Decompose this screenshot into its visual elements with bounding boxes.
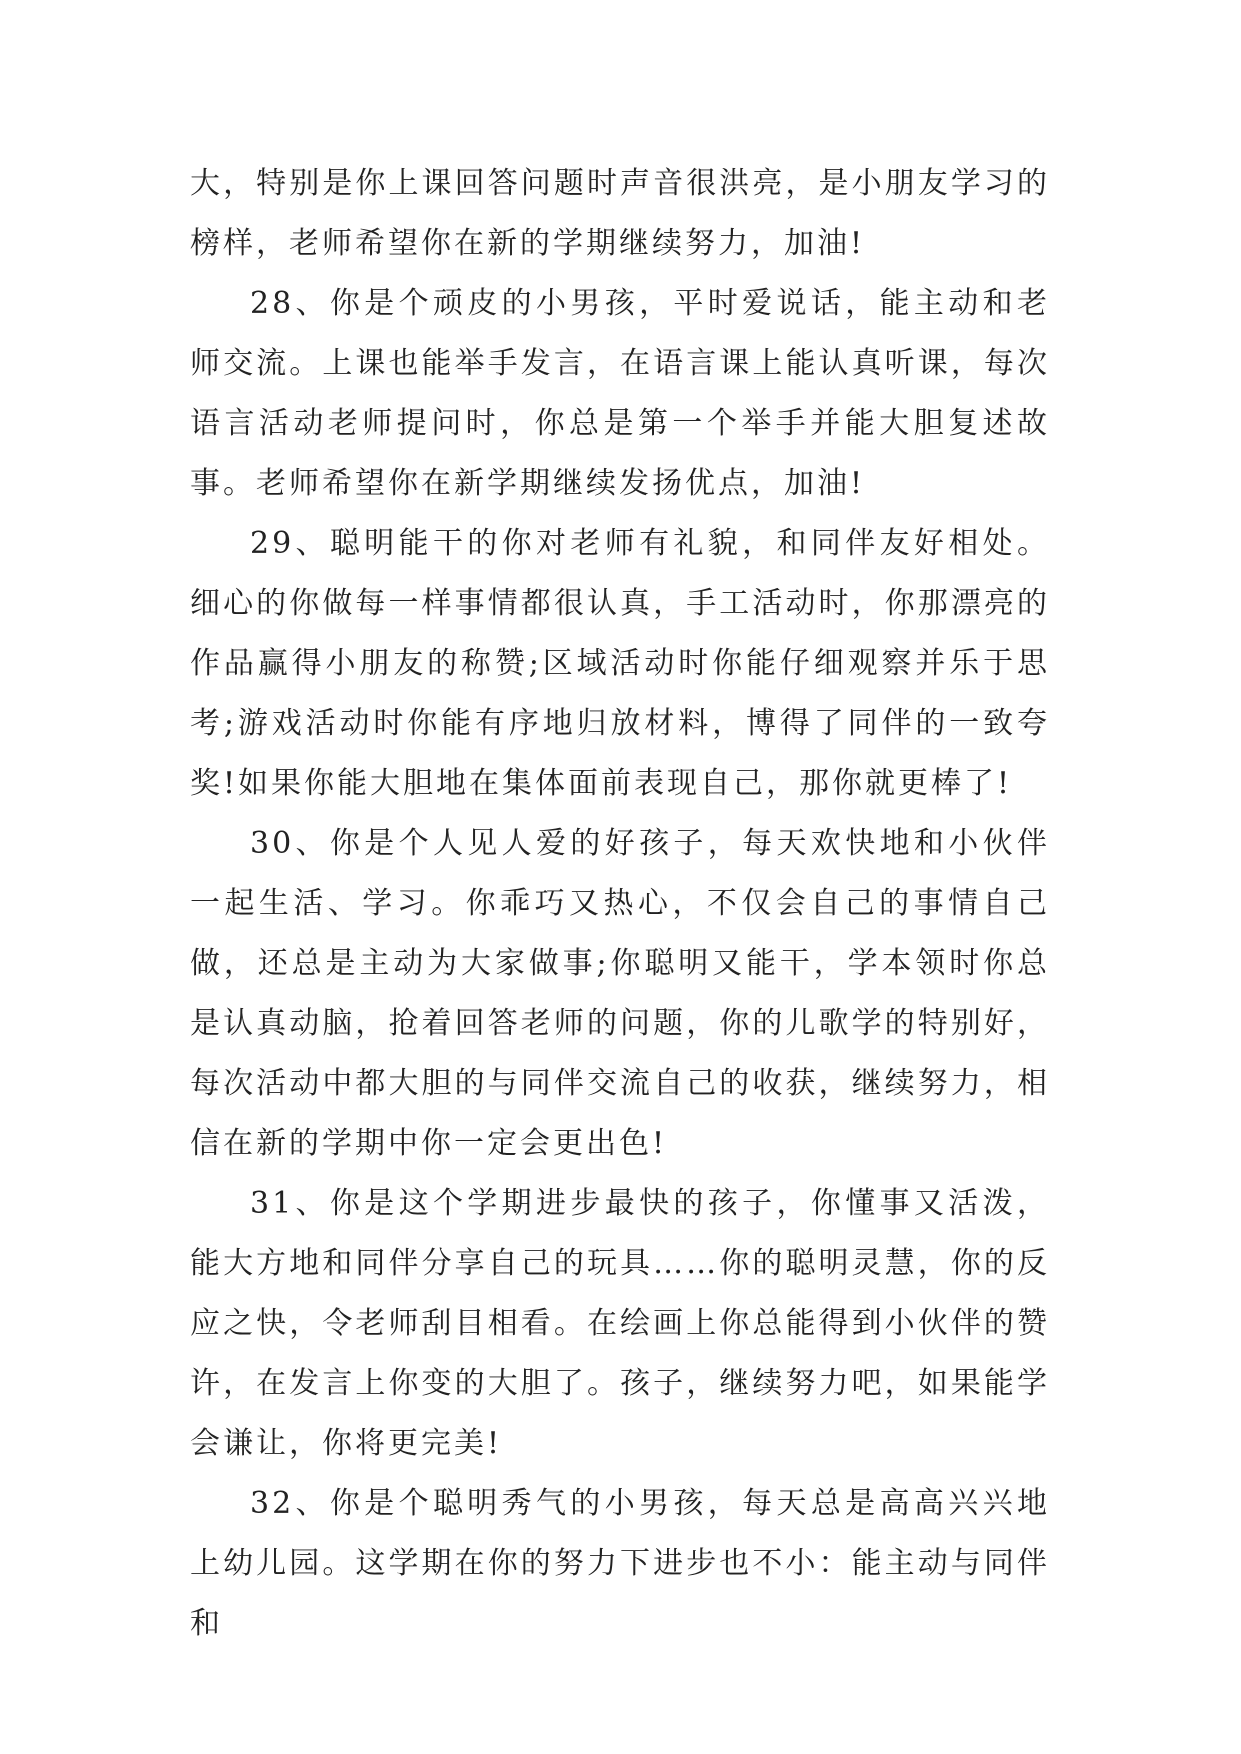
document-body: [190, 154, 1050, 1654]
paragraph-comment-30: 30、你是个人见人爱的好孩子，每天欢快地和小伙伴一起生活、学习。你乖巧又热心，不仅会自己的事情自己做，还总是主动为大家做事;你聪明又能干，学本领时你总是认真动脑，抢着回答老师的问题，你的儿歌学的特别好，每次活动中都大胆的与同伴交流自己的收获，继续努力，相信在新的学期中你一定会更出色!: [190, 826, 1050, 1161]
paragraph-comment-28: 28、你是个顽皮的小男孩，平时爱说话，能主动和老师交流。上课也能举手发言，在语言课上能认真听课，每次语言活动老师提问时，你总是第一个举手并能大胆复述故事。老师希望你在新学期继续发扬优点，加油!: [190, 286, 1050, 501]
paragraph-comment-29: 29、聪明能干的你对老师有礼貌，和同伴友好相处。细心的你做每一样事情都很认真，手工活动时，你那漂亮的作品赢得小朋友的称赞;区域活动时你能仔细观察并乐于思考;游戏活动时你能有序地归放材料，博得了同伴的一致夸奖!如果你能大胆地在集体面前表现自己，那你就更棒了!: [190, 526, 1050, 801]
paragraph-comment-32: 32、你是个聪明秀气的小男孩，每天总是高高兴兴地上幼儿园。这学期在你的努力下进步也不小：能主动与同伴和: [190, 1486, 1050, 1641]
paragraph-comment-31: 31、你是这个学期进步最快的孩子，你懂事又活泼，能大方地和同伴分享自己的玩具……你的聪明灵慧，你的反应之快，令老师刮目相看。在绘画上你总能得到小伙伴的赞许，在发言上你变的大胆了。孩子，继续努力吧，如果能学会谦让，你将更完美!: [190, 1186, 1050, 1461]
paragraph-continuation: 大，特别是你上课回答问题时声音很洪亮，是小朋友学习的榜样，老师希望你在新的学期继续努力，加油!: [190, 166, 1050, 261]
